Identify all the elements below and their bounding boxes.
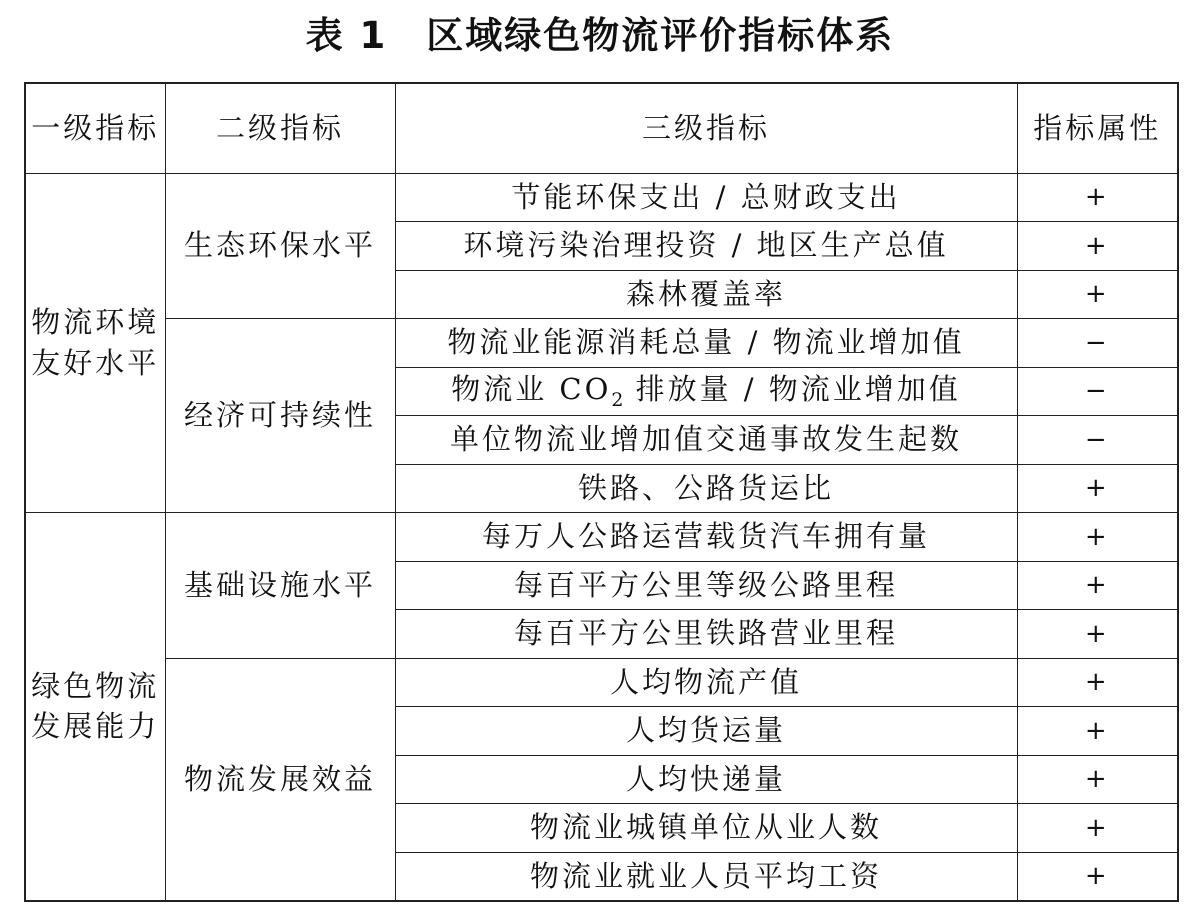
indicator-attribute: +: [1017, 658, 1178, 707]
indicator-attribute: +: [1017, 464, 1178, 513]
indicator-attribute: +: [1017, 513, 1178, 562]
header-attribute: 指标属性: [1017, 83, 1178, 173]
indicator-table: [24, 82, 1179, 902]
indicator-name: 环境污染治理投资 / 地区生产总值: [395, 222, 1017, 271]
indicator-name: 每百平方公里铁路营业里程: [395, 610, 1017, 659]
indicator-name: 铁路、公路货运比: [395, 464, 1017, 513]
indicator-attribute: +: [1017, 610, 1178, 659]
table-row: [25, 658, 1178, 707]
indicator-name: 人均快递量: [395, 755, 1017, 804]
level1-cell: 物流环境友好水平: [25, 173, 165, 513]
indicator-name: 每万人公路运营载货汽车拥有量: [395, 513, 1017, 562]
indicator-name: 人均货运量: [395, 707, 1017, 756]
indicator-name-sub: 2: [611, 389, 624, 411]
indicator-name: 物流业就业人员平均工资: [395, 852, 1017, 901]
indicator-attribute: +: [1017, 852, 1178, 901]
indicator-name-pre: 物流业 CO: [451, 371, 612, 406]
level2-cell: 物流发展效益: [165, 658, 395, 901]
table-row: [25, 173, 1178, 222]
indicator-name: 节能环保支出 / 总财政支出: [395, 173, 1017, 222]
indicator-name: 物流业能源消耗总量 / 物流业增加值: [395, 319, 1017, 368]
indicator-attribute: −: [1017, 319, 1178, 368]
table-row: [25, 513, 1178, 562]
table-title: 表 1 区域绿色物流评价指标体系: [305, 14, 895, 57]
indicator-attribute: +: [1017, 270, 1178, 319]
level1-cell: 绿色物流发展能力: [25, 513, 165, 901]
header-level2: 二级指标: [165, 83, 395, 173]
header-row: [25, 83, 1178, 173]
level2-cell: 基础设施水平: [165, 513, 395, 659]
indicator-attribute: +: [1017, 222, 1178, 271]
table-row: [25, 319, 1178, 368]
header-level3: 三级指标: [395, 83, 1017, 173]
indicator-attribute: −: [1017, 416, 1178, 465]
indicator-attribute: +: [1017, 173, 1178, 222]
indicator-name-post: 排放量 / 物流业增加值: [623, 371, 961, 406]
indicator-attribute: +: [1017, 561, 1178, 610]
indicator-attribute: +: [1017, 707, 1178, 756]
indicator-attribute: −: [1017, 367, 1178, 416]
indicator-attribute: +: [1017, 804, 1178, 853]
indicator-name: 人均物流产值: [395, 658, 1017, 707]
indicator-name: 物流业城镇单位从业人数: [395, 804, 1017, 853]
header-level1: 一级指标: [25, 83, 165, 173]
indicator-name: [395, 367, 1017, 416]
indicator-name: 每百平方公里等级公路里程: [395, 561, 1017, 610]
level2-cell: 生态环保水平: [165, 173, 395, 319]
indicator-name: 单位物流业增加值交通事故发生起数: [395, 416, 1017, 465]
indicator-attribute: +: [1017, 755, 1178, 804]
level2-cell: 经济可持续性: [165, 319, 395, 513]
indicator-name: 森林覆盖率: [395, 270, 1017, 319]
